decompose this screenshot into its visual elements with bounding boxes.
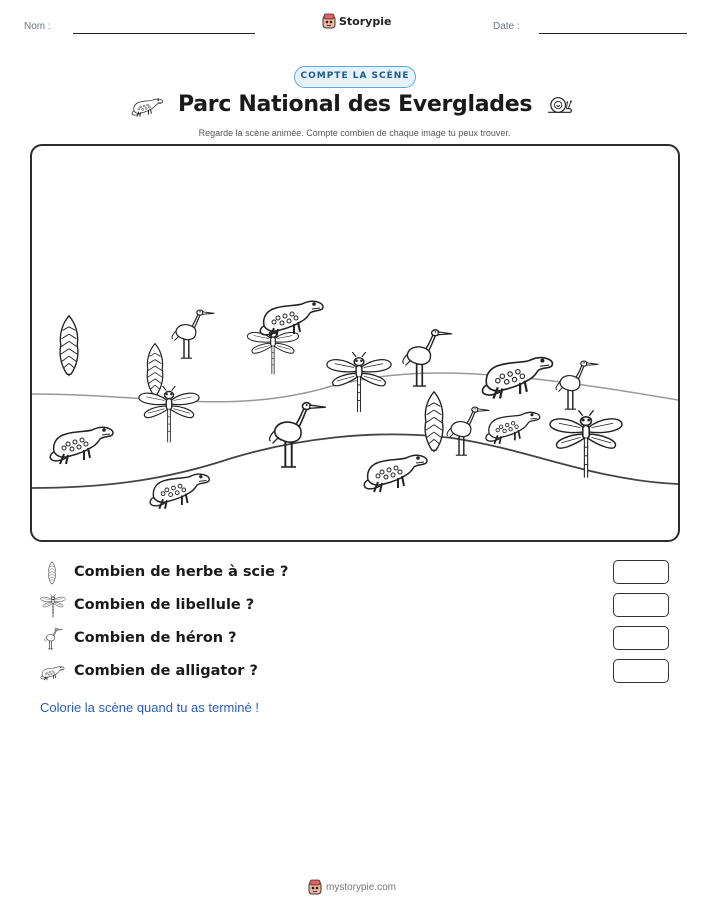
dragonfly-icon <box>40 594 66 618</box>
question-text: Combien de héron ? <box>74 630 237 646</box>
date-line <box>539 33 687 34</box>
question-row <box>40 593 670 619</box>
worksheet-tag: COMPTE LA SCÈNE <box>294 66 416 88</box>
title-row <box>0 92 709 124</box>
alligator-icon <box>50 427 113 464</box>
page-title: Parc National des Everglades <box>178 92 533 117</box>
heron-icon <box>172 310 214 358</box>
name-label: Nom : <box>24 21 51 32</box>
ground-line <box>32 434 678 488</box>
sawgrass-icon <box>40 561 66 585</box>
instructions: Regarde la scène animée. Compte combien de chaque image tu peux trouver. <box>198 128 511 138</box>
question-text: Combien de libellule ? <box>74 597 255 613</box>
sawgrass-icon <box>425 392 443 452</box>
heron-icon <box>556 361 598 409</box>
dragonfly-icon <box>139 386 199 442</box>
heron-icon <box>270 403 326 467</box>
alligator-icon <box>364 455 427 492</box>
heron-icon <box>447 407 489 455</box>
dragonfly-icon <box>550 410 622 477</box>
question-row <box>40 659 670 685</box>
sawgrass-icon <box>147 344 163 397</box>
scene-illustration <box>32 146 678 540</box>
answer-box[interactable] <box>613 593 669 617</box>
storypie-mascot-icon <box>322 13 336 29</box>
name-line <box>73 33 255 34</box>
question-row <box>40 560 670 586</box>
sawgrass-icon <box>60 316 78 376</box>
answer-box[interactable] <box>613 560 669 584</box>
answer-box[interactable] <box>613 659 669 683</box>
coloring-note: Colorie la scène quand tu as terminé ! <box>40 700 259 715</box>
footer-url[interactable]: mystorypie.com <box>326 881 397 893</box>
storypie-mascot-icon <box>308 879 322 895</box>
brand-logo <box>322 13 391 29</box>
question-row <box>40 626 670 652</box>
heron-icon <box>40 627 66 651</box>
alligator-icon <box>40 660 66 684</box>
alligator-icon <box>131 94 165 118</box>
alligator-icon <box>150 474 209 509</box>
dragonfly-icon <box>327 352 391 412</box>
question-text: Combien de herbe à scie ? <box>74 564 289 580</box>
footer <box>308 879 396 895</box>
everglades-scene <box>30 144 680 542</box>
alligator-icon <box>483 357 553 398</box>
heron-icon <box>403 330 452 386</box>
brand-name: Storypie <box>339 14 392 28</box>
question-text: Combien de alligator ? <box>74 663 258 679</box>
snail-icon <box>546 94 574 116</box>
worksheet-header <box>0 12 709 42</box>
answer-box[interactable] <box>613 626 669 650</box>
date-label: Date : <box>493 21 520 32</box>
alligator-icon <box>486 412 540 444</box>
